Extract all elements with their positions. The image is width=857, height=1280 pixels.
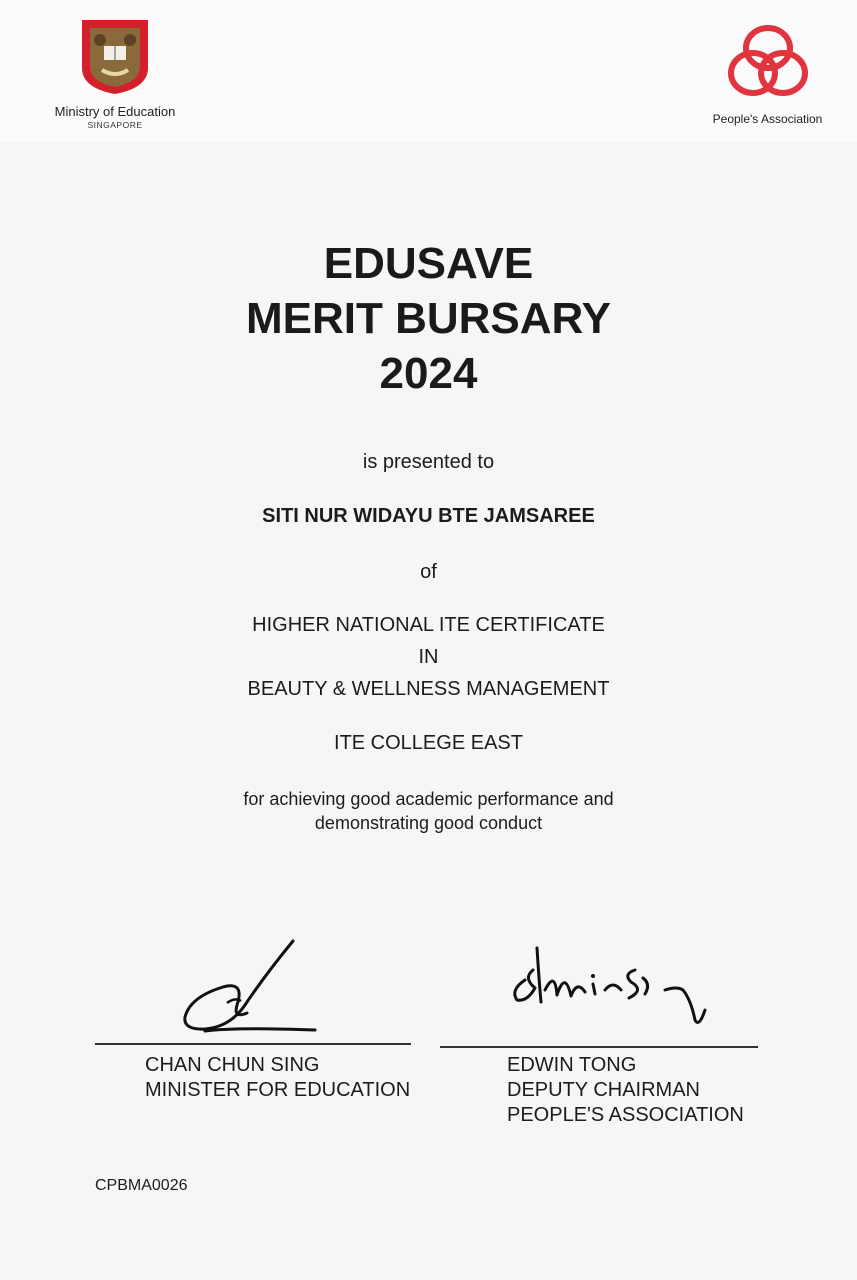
signatory-right — [507, 1053, 744, 1128]
pa-logo — [700, 18, 835, 126]
moe-subtitle: SINGAPORE — [87, 120, 143, 130]
recipient-name: SITI NUR WIDAYU BTE JAMSAREE — [262, 505, 595, 527]
pa-name: People's Association — [712, 112, 823, 126]
course-line-3: BEAUTY & WELLNESS MANAGEMENT — [247, 678, 610, 700]
signatory-left-name: CHAN CHUN SING — [145, 1054, 320, 1076]
signature-chan-chun-sing — [175, 935, 325, 1040]
signatory-right-title-2: PEOPLE'S ASSOCIATION — [507, 1104, 744, 1126]
reason-line-1: for achieving good academic performance and — [243, 789, 614, 809]
presented-to-text: is presented to — [362, 451, 495, 473]
title-line-3: 2024 — [379, 349, 478, 398]
signature-edwin-tong — [505, 940, 715, 1035]
of-text: of — [420, 561, 437, 583]
signatory-right-title-1: DEPUTY CHAIRMAN — [507, 1079, 700, 1101]
signature-line-left — [95, 1043, 411, 1045]
signatory-right-name: EDWIN TONG — [507, 1054, 637, 1076]
title-line-1: EDUSAVE — [323, 239, 534, 288]
institution-name: ITE COLLEGE EAST — [334, 732, 523, 754]
certificate-title — [0, 236, 857, 401]
moe-name: Ministry of Education — [54, 104, 176, 119]
title-line-2: MERIT BURSARY — [245, 294, 612, 343]
reason-line-2: demonstrating good conduct — [314, 813, 543, 833]
pa-knot-icon — [723, 18, 813, 108]
signature-line-right — [440, 1046, 758, 1048]
course-line-1: HIGHER NATIONAL ITE CERTIFICATE — [252, 614, 605, 636]
serial-number: CPBMA0026 — [95, 1177, 188, 1194]
signatory-left — [145, 1053, 410, 1103]
course-line-2: IN — [418, 646, 439, 668]
moe-crest-icon — [80, 18, 150, 96]
moe-logo — [40, 18, 190, 130]
signatory-left-title: MINISTER FOR EDUCATION — [145, 1079, 411, 1101]
